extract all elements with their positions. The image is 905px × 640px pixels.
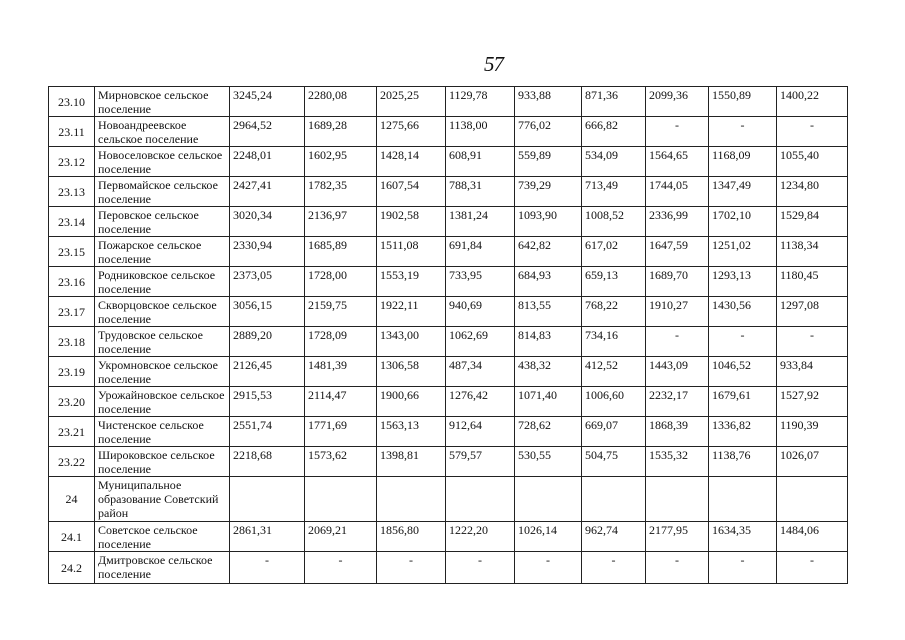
row-number: 23.18 — [49, 327, 95, 357]
value-cell: 768,22 — [582, 297, 646, 327]
value-cell: 1046,52 — [709, 357, 777, 387]
value-cell: 2915,53 — [230, 387, 305, 417]
value-cell: 2136,97 — [305, 207, 377, 237]
row-number: 23.21 — [49, 417, 95, 447]
value-cell: - — [646, 552, 709, 584]
value-cell: - — [515, 552, 582, 584]
settlement-name: Перовское сельское поселение — [95, 207, 230, 237]
value-cell: 1922,11 — [377, 297, 446, 327]
value-cell: 734,16 — [582, 327, 646, 357]
settlement-name: Советское сельское поселение — [95, 522, 230, 552]
value-cell: 2159,75 — [305, 297, 377, 327]
table-row — [49, 387, 848, 417]
value-cell: 739,29 — [515, 177, 582, 207]
value-cell: 608,91 — [446, 147, 515, 177]
value-cell: 1702,10 — [709, 207, 777, 237]
value-cell: - — [777, 117, 848, 147]
value-cell: 1343,00 — [377, 327, 446, 357]
settlement-name: Первомайское сельское поселение — [95, 177, 230, 207]
value-cell: 713,49 — [582, 177, 646, 207]
table-row — [49, 117, 848, 147]
row-number: 23.20 — [49, 387, 95, 417]
value-cell: 733,95 — [446, 267, 515, 297]
row-number: 23.13 — [49, 177, 95, 207]
table-row — [49, 417, 848, 447]
value-cell: 962,74 — [582, 522, 646, 552]
value-cell: 1055,40 — [777, 147, 848, 177]
value-cell — [230, 477, 305, 522]
value-cell: 684,93 — [515, 267, 582, 297]
value-cell: 559,89 — [515, 147, 582, 177]
value-cell: 776,02 — [515, 117, 582, 147]
value-cell: 2964,52 — [230, 117, 305, 147]
row-number: 23.10 — [49, 87, 95, 117]
value-cell: 3056,15 — [230, 297, 305, 327]
value-cell: 1527,92 — [777, 387, 848, 417]
value-cell: 1190,39 — [777, 417, 848, 447]
row-number: 24.1 — [49, 522, 95, 552]
value-cell: 1529,84 — [777, 207, 848, 237]
table-row — [49, 207, 848, 237]
settlement-name: Новоселовское сельское поселение — [95, 147, 230, 177]
value-cell: 412,52 — [582, 357, 646, 387]
value-cell: 940,69 — [446, 297, 515, 327]
value-cell: 1771,69 — [305, 417, 377, 447]
value-cell: 1902,58 — [377, 207, 446, 237]
value-cell: - — [709, 552, 777, 584]
value-cell: - — [646, 117, 709, 147]
value-cell: 933,84 — [777, 357, 848, 387]
value-cell: 2114,47 — [305, 387, 377, 417]
value-cell: 1634,35 — [709, 522, 777, 552]
value-cell: 2232,17 — [646, 387, 709, 417]
value-cell: 2126,45 — [230, 357, 305, 387]
value-cell: 669,07 — [582, 417, 646, 447]
settlement-name: Скворцовское сельское поселение — [95, 297, 230, 327]
value-cell: 1168,09 — [709, 147, 777, 177]
row-number: 23.16 — [49, 267, 95, 297]
value-cell: 1138,34 — [777, 237, 848, 267]
value-cell: 487,34 — [446, 357, 515, 387]
settlement-name: Трудовское сельское поселение — [95, 327, 230, 357]
value-cell: 3020,34 — [230, 207, 305, 237]
value-cell: 1129,78 — [446, 87, 515, 117]
value-cell: 1306,58 — [377, 357, 446, 387]
value-cell: 1689,28 — [305, 117, 377, 147]
value-cell — [709, 477, 777, 522]
value-cell: 1071,40 — [515, 387, 582, 417]
table-row — [49, 297, 848, 327]
value-cell: 1647,59 — [646, 237, 709, 267]
value-cell: 504,75 — [582, 447, 646, 477]
value-cell: 788,31 — [446, 177, 515, 207]
settlement-name: Родниковское сельское поселение — [95, 267, 230, 297]
value-cell: 1728,00 — [305, 267, 377, 297]
value-cell: - — [777, 552, 848, 584]
value-cell: 1481,39 — [305, 357, 377, 387]
value-cell: 1347,49 — [709, 177, 777, 207]
value-cell: - — [709, 327, 777, 357]
value-cell: 1234,80 — [777, 177, 848, 207]
table-row — [49, 357, 848, 387]
value-cell: 2280,08 — [305, 87, 377, 117]
table-row — [49, 237, 848, 267]
value-cell: 2336,99 — [646, 207, 709, 237]
value-cell: 1484,06 — [777, 522, 848, 552]
value-cell: 1782,35 — [305, 177, 377, 207]
value-cell: 1564,65 — [646, 147, 709, 177]
value-cell — [777, 477, 848, 522]
value-cell: 2099,36 — [646, 87, 709, 117]
table-body — [49, 87, 848, 584]
value-cell: 666,82 — [582, 117, 646, 147]
table-row — [49, 267, 848, 297]
value-cell: 1428,14 — [377, 147, 446, 177]
tariff-table — [48, 86, 848, 584]
value-cell: 1607,54 — [377, 177, 446, 207]
value-cell: 2069,21 — [305, 522, 377, 552]
row-number: 24 — [49, 477, 95, 522]
value-cell: 1910,27 — [646, 297, 709, 327]
value-cell: 642,82 — [515, 237, 582, 267]
value-cell: - — [305, 552, 377, 584]
value-cell: 3245,24 — [230, 87, 305, 117]
value-cell: 1443,09 — [646, 357, 709, 387]
value-cell: - — [230, 552, 305, 584]
value-cell — [446, 477, 515, 522]
value-cell: 1400,22 — [777, 87, 848, 117]
value-cell: 1535,32 — [646, 447, 709, 477]
value-cell: - — [709, 117, 777, 147]
settlement-name: Мирновское сельское поселение — [95, 87, 230, 117]
settlement-name: Широковское сельское поселение — [95, 447, 230, 477]
value-cell: 1138,76 — [709, 447, 777, 477]
value-cell: - — [446, 552, 515, 584]
value-cell: 912,64 — [446, 417, 515, 447]
value-cell: 1006,60 — [582, 387, 646, 417]
value-cell: - — [377, 552, 446, 584]
row-number: 23.12 — [49, 147, 95, 177]
value-cell: 1685,89 — [305, 237, 377, 267]
row-number: 23.22 — [49, 447, 95, 477]
value-cell: 1138,00 — [446, 117, 515, 147]
value-cell: 1689,70 — [646, 267, 709, 297]
row-number: 23.15 — [49, 237, 95, 267]
settlement-name: Дмитровское сельское поселение — [95, 552, 230, 584]
table-row — [49, 477, 848, 522]
value-cell: - — [582, 552, 646, 584]
row-number: 23.14 — [49, 207, 95, 237]
value-cell: 1398,81 — [377, 447, 446, 477]
value-cell: 1008,52 — [582, 207, 646, 237]
value-cell: 2861,31 — [230, 522, 305, 552]
value-cell: 2177,95 — [646, 522, 709, 552]
value-cell: 1276,42 — [446, 387, 515, 417]
value-cell: 813,55 — [515, 297, 582, 327]
value-cell: 1856,80 — [377, 522, 446, 552]
settlement-name: Укромновское сельское поселение — [95, 357, 230, 387]
value-cell: 814,83 — [515, 327, 582, 357]
value-cell — [646, 477, 709, 522]
page-number: 57 — [484, 52, 503, 76]
row-number: 23.11 — [49, 117, 95, 147]
tariff-table-container — [48, 86, 848, 584]
value-cell: 1026,14 — [515, 522, 582, 552]
settlement-name: Муниципальное образование Советский район — [95, 477, 230, 522]
table-row — [49, 552, 848, 584]
value-cell: 933,88 — [515, 87, 582, 117]
value-cell: - — [646, 327, 709, 357]
value-cell: 1553,19 — [377, 267, 446, 297]
value-cell: 1336,82 — [709, 417, 777, 447]
settlement-name: Чистенское сельское поселение — [95, 417, 230, 447]
value-cell: 1679,61 — [709, 387, 777, 417]
table-row — [49, 327, 848, 357]
value-cell: 1550,89 — [709, 87, 777, 117]
settlement-name: Пожарское сельское поселение — [95, 237, 230, 267]
value-cell: 1573,62 — [305, 447, 377, 477]
table-row — [49, 522, 848, 552]
value-cell: 530,55 — [515, 447, 582, 477]
row-number: 24.2 — [49, 552, 95, 584]
value-cell: - — [777, 327, 848, 357]
value-cell: 1511,08 — [377, 237, 446, 267]
value-cell: 2427,41 — [230, 177, 305, 207]
value-cell — [305, 477, 377, 522]
table-row — [49, 447, 848, 477]
value-cell: 2025,25 — [377, 87, 446, 117]
value-cell: 1381,24 — [446, 207, 515, 237]
value-cell: 2330,94 — [230, 237, 305, 267]
value-cell: 1026,07 — [777, 447, 848, 477]
value-cell: 534,09 — [582, 147, 646, 177]
table-row — [49, 147, 848, 177]
value-cell — [515, 477, 582, 522]
value-cell: 1868,39 — [646, 417, 709, 447]
value-cell: 1275,66 — [377, 117, 446, 147]
value-cell: 1430,56 — [709, 297, 777, 327]
value-cell: 871,36 — [582, 87, 646, 117]
value-cell: 1180,45 — [777, 267, 848, 297]
value-cell: 1900,66 — [377, 387, 446, 417]
value-cell: 438,32 — [515, 357, 582, 387]
value-cell: 691,84 — [446, 237, 515, 267]
value-cell: 2373,05 — [230, 267, 305, 297]
value-cell: 1602,95 — [305, 147, 377, 177]
value-cell: 1293,13 — [709, 267, 777, 297]
value-cell: 1744,05 — [646, 177, 709, 207]
value-cell: 1251,02 — [709, 237, 777, 267]
value-cell: 2218,68 — [230, 447, 305, 477]
row-number: 23.19 — [49, 357, 95, 387]
value-cell: 1728,09 — [305, 327, 377, 357]
value-cell: 579,57 — [446, 447, 515, 477]
value-cell: 617,02 — [582, 237, 646, 267]
value-cell: 659,13 — [582, 267, 646, 297]
value-cell: 1297,08 — [777, 297, 848, 327]
value-cell: 2248,01 — [230, 147, 305, 177]
value-cell — [582, 477, 646, 522]
table-row — [49, 87, 848, 117]
value-cell: 1062,69 — [446, 327, 515, 357]
row-number: 23.17 — [49, 297, 95, 327]
value-cell: 2889,20 — [230, 327, 305, 357]
value-cell: 2551,74 — [230, 417, 305, 447]
value-cell — [377, 477, 446, 522]
value-cell: 1563,13 — [377, 417, 446, 447]
value-cell: 1093,90 — [515, 207, 582, 237]
settlement-name: Урожайновское сельское поселение — [95, 387, 230, 417]
value-cell: 1222,20 — [446, 522, 515, 552]
settlement-name: Новоандреевское сельское поселение — [95, 117, 230, 147]
table-row — [49, 177, 848, 207]
value-cell: 728,62 — [515, 417, 582, 447]
